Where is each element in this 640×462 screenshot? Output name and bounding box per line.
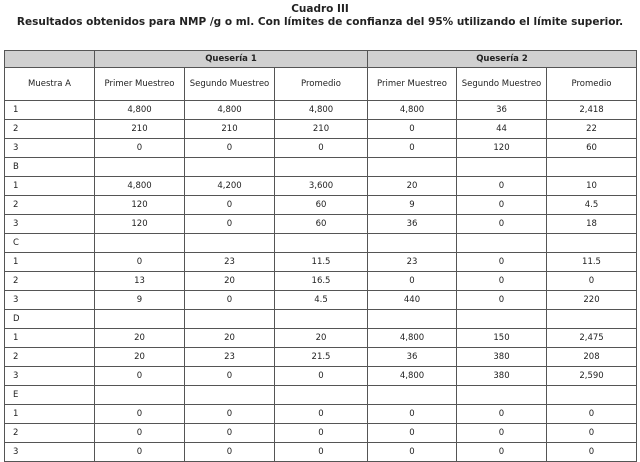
value-cell: 0 bbox=[185, 215, 275, 234]
value-cell: 0 bbox=[457, 177, 547, 196]
value-cell: 60 bbox=[275, 196, 368, 215]
value-cell: 0 bbox=[457, 443, 547, 462]
row-label-cell: 1 bbox=[5, 253, 95, 272]
value-cell: 0 bbox=[95, 253, 185, 272]
table-row bbox=[5, 272, 637, 291]
table-row bbox=[5, 367, 637, 386]
value-cell bbox=[275, 158, 368, 177]
value-cell: 4.5 bbox=[547, 196, 637, 215]
table-row bbox=[5, 196, 637, 215]
value-cell: 0 bbox=[275, 405, 368, 424]
value-cell: 0 bbox=[95, 424, 185, 443]
value-cell: 120 bbox=[95, 196, 185, 215]
value-cell bbox=[547, 386, 637, 405]
table-row bbox=[5, 310, 637, 329]
value-cell: 0 bbox=[275, 443, 368, 462]
value-cell: 4,200 bbox=[185, 177, 275, 196]
value-cell: 3,600 bbox=[275, 177, 368, 196]
value-cell bbox=[185, 310, 275, 329]
row-label-cell: 1 bbox=[5, 101, 95, 120]
value-cell bbox=[457, 310, 547, 329]
value-cell bbox=[457, 158, 547, 177]
value-cell: 4,800 bbox=[95, 101, 185, 120]
value-cell bbox=[547, 234, 637, 253]
results-table bbox=[4, 50, 637, 462]
table-row bbox=[5, 158, 637, 177]
value-cell: 21.5 bbox=[275, 348, 368, 367]
value-cell: 0 bbox=[185, 405, 275, 424]
value-cell bbox=[457, 234, 547, 253]
value-cell: 0 bbox=[185, 443, 275, 462]
value-cell: 2,418 bbox=[547, 101, 637, 120]
value-cell: 0 bbox=[185, 196, 275, 215]
value-cell: 4,800 bbox=[368, 101, 457, 120]
value-cell: 20 bbox=[185, 329, 275, 348]
value-cell: 0 bbox=[185, 291, 275, 310]
row-label-cell: B bbox=[5, 158, 95, 177]
value-cell: 0 bbox=[95, 139, 185, 158]
value-cell: 11.5 bbox=[547, 253, 637, 272]
value-cell bbox=[275, 310, 368, 329]
table-row bbox=[5, 443, 637, 462]
value-cell bbox=[95, 234, 185, 253]
row-label-cell: 3 bbox=[5, 215, 95, 234]
value-cell: 0 bbox=[368, 139, 457, 158]
value-cell: 44 bbox=[457, 120, 547, 139]
value-cell: 0 bbox=[547, 443, 637, 462]
value-cell: 13 bbox=[95, 272, 185, 291]
value-cell: 0 bbox=[95, 405, 185, 424]
value-cell bbox=[275, 386, 368, 405]
value-cell: 4.5 bbox=[275, 291, 368, 310]
row-label-cell: 1 bbox=[5, 329, 95, 348]
value-cell bbox=[185, 234, 275, 253]
value-cell: 0 bbox=[275, 367, 368, 386]
value-cell: 0 bbox=[457, 253, 547, 272]
value-cell bbox=[95, 158, 185, 177]
value-cell: 2,590 bbox=[547, 367, 637, 386]
value-cell: 4,800 bbox=[368, 367, 457, 386]
table-row bbox=[5, 120, 637, 139]
row-label-cell: 3 bbox=[5, 291, 95, 310]
value-cell: 0 bbox=[547, 424, 637, 443]
value-cell: 0 bbox=[95, 443, 185, 462]
value-cell: 11.5 bbox=[275, 253, 368, 272]
value-cell: 20 bbox=[275, 329, 368, 348]
value-cell: 36 bbox=[368, 215, 457, 234]
subheader-q1-segundo: Segundo Muestreo bbox=[185, 68, 275, 101]
value-cell: 210 bbox=[275, 120, 368, 139]
row-label-cell: D bbox=[5, 310, 95, 329]
row-label-cell: C bbox=[5, 234, 95, 253]
value-cell: 4,800 bbox=[368, 329, 457, 348]
value-cell: 20 bbox=[185, 272, 275, 291]
table-row bbox=[5, 139, 637, 158]
value-cell: 210 bbox=[185, 120, 275, 139]
value-cell: 36 bbox=[457, 101, 547, 120]
value-cell: 0 bbox=[457, 424, 547, 443]
value-cell bbox=[368, 386, 457, 405]
subheader-q2-promedio: Promedio bbox=[547, 68, 637, 101]
value-cell: 22 bbox=[547, 120, 637, 139]
value-cell bbox=[457, 386, 547, 405]
value-cell: 0 bbox=[547, 405, 637, 424]
group-header-empty bbox=[5, 51, 95, 68]
value-cell: 23 bbox=[185, 253, 275, 272]
table-row bbox=[5, 253, 637, 272]
value-cell: 0 bbox=[368, 272, 457, 291]
value-cell: 0 bbox=[457, 291, 547, 310]
value-cell: 18 bbox=[547, 215, 637, 234]
row-label-cell: 2 bbox=[5, 348, 95, 367]
value-cell bbox=[275, 234, 368, 253]
value-cell bbox=[547, 310, 637, 329]
value-cell: 20 bbox=[95, 348, 185, 367]
value-cell bbox=[368, 158, 457, 177]
value-cell: 120 bbox=[95, 215, 185, 234]
value-cell: 220 bbox=[547, 291, 637, 310]
table-row bbox=[5, 329, 637, 348]
value-cell: 120 bbox=[457, 139, 547, 158]
value-cell: 0 bbox=[457, 272, 547, 291]
value-cell: 60 bbox=[275, 215, 368, 234]
value-cell: 208 bbox=[547, 348, 637, 367]
value-cell bbox=[185, 386, 275, 405]
value-cell: 0 bbox=[275, 139, 368, 158]
value-cell bbox=[185, 158, 275, 177]
value-cell: 9 bbox=[368, 196, 457, 215]
value-cell: 23 bbox=[368, 253, 457, 272]
value-cell: 150 bbox=[457, 329, 547, 348]
value-cell: 0 bbox=[185, 424, 275, 443]
row-label-cell: 3 bbox=[5, 367, 95, 386]
value-cell: 380 bbox=[457, 348, 547, 367]
table-subtitle: Resultados obtenidos para NMP /g o ml. Con límites de confianza del 95% utilizando el límite superior. bbox=[16, 16, 624, 28]
value-cell: 0 bbox=[457, 405, 547, 424]
value-cell: 0 bbox=[275, 424, 368, 443]
row-label-cell: 3 bbox=[5, 139, 95, 158]
group-header-queseria-1: Quesería 1 bbox=[95, 51, 368, 68]
table-row bbox=[5, 215, 637, 234]
subheader-muestra: Muestra A bbox=[5, 68, 95, 101]
value-cell bbox=[368, 234, 457, 253]
value-cell: 36 bbox=[368, 348, 457, 367]
subheader-q1-promedio: Promedio bbox=[275, 68, 368, 101]
value-cell: 20 bbox=[95, 329, 185, 348]
value-cell: 20 bbox=[368, 177, 457, 196]
value-cell: 4,800 bbox=[95, 177, 185, 196]
table-title: Cuadro III bbox=[291, 3, 349, 15]
value-cell: 0 bbox=[185, 367, 275, 386]
value-cell bbox=[95, 310, 185, 329]
value-cell: 16.5 bbox=[275, 272, 368, 291]
value-cell bbox=[547, 158, 637, 177]
value-cell: 0 bbox=[368, 120, 457, 139]
value-cell bbox=[368, 310, 457, 329]
value-cell: 0 bbox=[95, 367, 185, 386]
value-cell: 4,800 bbox=[185, 101, 275, 120]
table-row bbox=[5, 348, 637, 367]
table-row bbox=[5, 405, 637, 424]
row-label-cell: 2 bbox=[5, 196, 95, 215]
value-cell: 10 bbox=[547, 177, 637, 196]
value-cell bbox=[95, 386, 185, 405]
table-row bbox=[5, 424, 637, 443]
table-row bbox=[5, 101, 637, 120]
table-row bbox=[5, 234, 637, 253]
value-cell: 0 bbox=[457, 215, 547, 234]
value-cell: 380 bbox=[457, 367, 547, 386]
value-cell: 60 bbox=[547, 139, 637, 158]
table-row bbox=[5, 386, 637, 405]
row-label-cell: 3 bbox=[5, 443, 95, 462]
value-cell: 2,475 bbox=[547, 329, 637, 348]
table-body bbox=[5, 101, 637, 462]
value-cell: 4,800 bbox=[275, 101, 368, 120]
value-cell: 0 bbox=[368, 405, 457, 424]
value-cell: 440 bbox=[368, 291, 457, 310]
row-label-cell: 2 bbox=[5, 272, 95, 291]
value-cell: 9 bbox=[95, 291, 185, 310]
value-cell: 0 bbox=[185, 139, 275, 158]
value-cell: 0 bbox=[368, 443, 457, 462]
value-cell: 23 bbox=[185, 348, 275, 367]
subheader-q2-segundo: Segundo Muestreo bbox=[457, 68, 547, 101]
row-label-cell: E bbox=[5, 386, 95, 405]
value-cell: 0 bbox=[457, 196, 547, 215]
row-label-cell: 2 bbox=[5, 424, 95, 443]
row-label-cell: 1 bbox=[5, 177, 95, 196]
row-label-cell: 2 bbox=[5, 120, 95, 139]
table-row bbox=[5, 177, 637, 196]
value-cell: 0 bbox=[547, 272, 637, 291]
subheader-q2-primer: Primer Muestreo bbox=[368, 68, 457, 101]
row-label-cell: 1 bbox=[5, 405, 95, 424]
subheader-q1-primer: Primer Muestreo bbox=[95, 68, 185, 101]
value-cell: 0 bbox=[368, 424, 457, 443]
group-header-queseria-2: Quesería 2 bbox=[368, 51, 637, 68]
table-row bbox=[5, 291, 637, 310]
value-cell: 210 bbox=[95, 120, 185, 139]
